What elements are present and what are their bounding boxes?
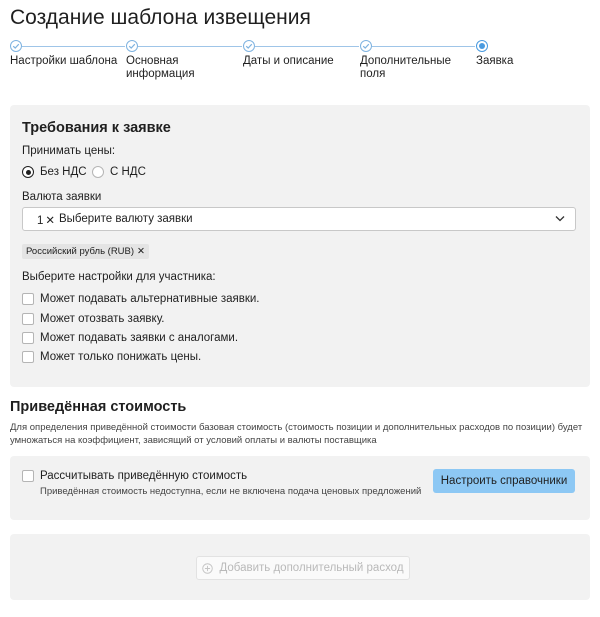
checkbox-calculate-reduced-cost-label[interactable]: Рассчитывать приведённую стоимость: [40, 470, 248, 482]
close-icon[interactable]: ✕: [45, 215, 56, 227]
requirements-title: Требования к заявке: [22, 120, 171, 136]
checkbox-lower-prices-label[interactable]: Может только понижать цены.: [40, 351, 202, 363]
reduced-cost-title: Приведённая стоимость: [10, 399, 187, 415]
checkbox-withdraw-bid-label[interactable]: Может отозвать заявку.: [40, 313, 165, 325]
stepper-connector: [372, 46, 475, 47]
checkbox-analog-bids[interactable]: [22, 332, 34, 344]
participant-settings-label: Выберите настройки для участника:: [22, 271, 216, 283]
currency-chip: [22, 244, 149, 259]
checkbox-lower-prices[interactable]: [22, 351, 34, 363]
checkbox-alternative-bids[interactable]: [22, 293, 34, 305]
stepper-connector: [138, 46, 242, 47]
add-expense-button[interactable]: [196, 556, 410, 580]
additional-expenses-panel: [10, 534, 590, 600]
radio-with-vat-label[interactable]: С НДС: [110, 166, 146, 178]
step-label: Настройки шаблона: [10, 55, 118, 67]
step-label: Основная информация: [126, 55, 195, 80]
add-expense-label: Добавить дополнительный расход: [219, 562, 404, 574]
radio-with-vat[interactable]: [92, 166, 104, 178]
check-icon: [10, 40, 22, 52]
checkbox-analog-bids-label[interactable]: Может подавать заявки с аналогами.: [40, 332, 239, 344]
currency-select[interactable]: [22, 207, 576, 231]
reduced-cost-description: Для определения приведённой стоимости базовая стоимость (стоимость позиции и дополнительных расходов по позиции) будет умножаться на коэффициент, зависящий от условий оплаты и валюты поставщика: [10, 422, 583, 446]
checkbox-calculate-reduced-cost[interactable]: [22, 470, 34, 482]
price-label: Принимать цены:: [22, 145, 116, 157]
currency-select-placeholder: Выберите валюту заявки: [59, 213, 193, 225]
radio-without-vat-label[interactable]: Без НДС: [40, 166, 87, 178]
checkbox-withdraw-bid[interactable]: [22, 313, 34, 325]
check-icon: [243, 40, 255, 52]
stepper-connector: [255, 46, 359, 47]
check-icon: [126, 40, 138, 52]
reduced-cost-hint: Приведённая стоимость недоступна, если не включена подача ценовых предложений: [40, 486, 422, 497]
requirements-panel: [10, 105, 590, 387]
configure-references-button[interactable]: Настроить справочники: [433, 469, 575, 493]
step-label: Дополнительные поля: [360, 55, 452, 80]
currency-label: Валюта заявки: [22, 191, 102, 203]
current-step-icon: [476, 40, 488, 52]
checkbox-alternative-bids-label[interactable]: Может подавать альтернативные заявки.: [40, 293, 260, 305]
reduced-cost-panel: [10, 456, 590, 520]
stepper: [0, 40, 600, 84]
chevron-down-icon[interactable]: [555, 215, 565, 222]
stepper-connector: [22, 46, 125, 47]
radio-without-vat[interactable]: [22, 166, 34, 178]
currency-chip-label: Российский рубль (RUB): [26, 246, 135, 257]
check-icon: [360, 40, 372, 52]
plus-circle-icon: [202, 563, 213, 574]
selected-count: 1 ✕: [37, 215, 56, 227]
step-label: Заявка: [476, 55, 514, 67]
step-label: Даты и описание: [243, 55, 334, 67]
close-icon[interactable]: ✕: [137, 246, 146, 257]
page-title: Создание шаблона извещения: [10, 6, 311, 29]
